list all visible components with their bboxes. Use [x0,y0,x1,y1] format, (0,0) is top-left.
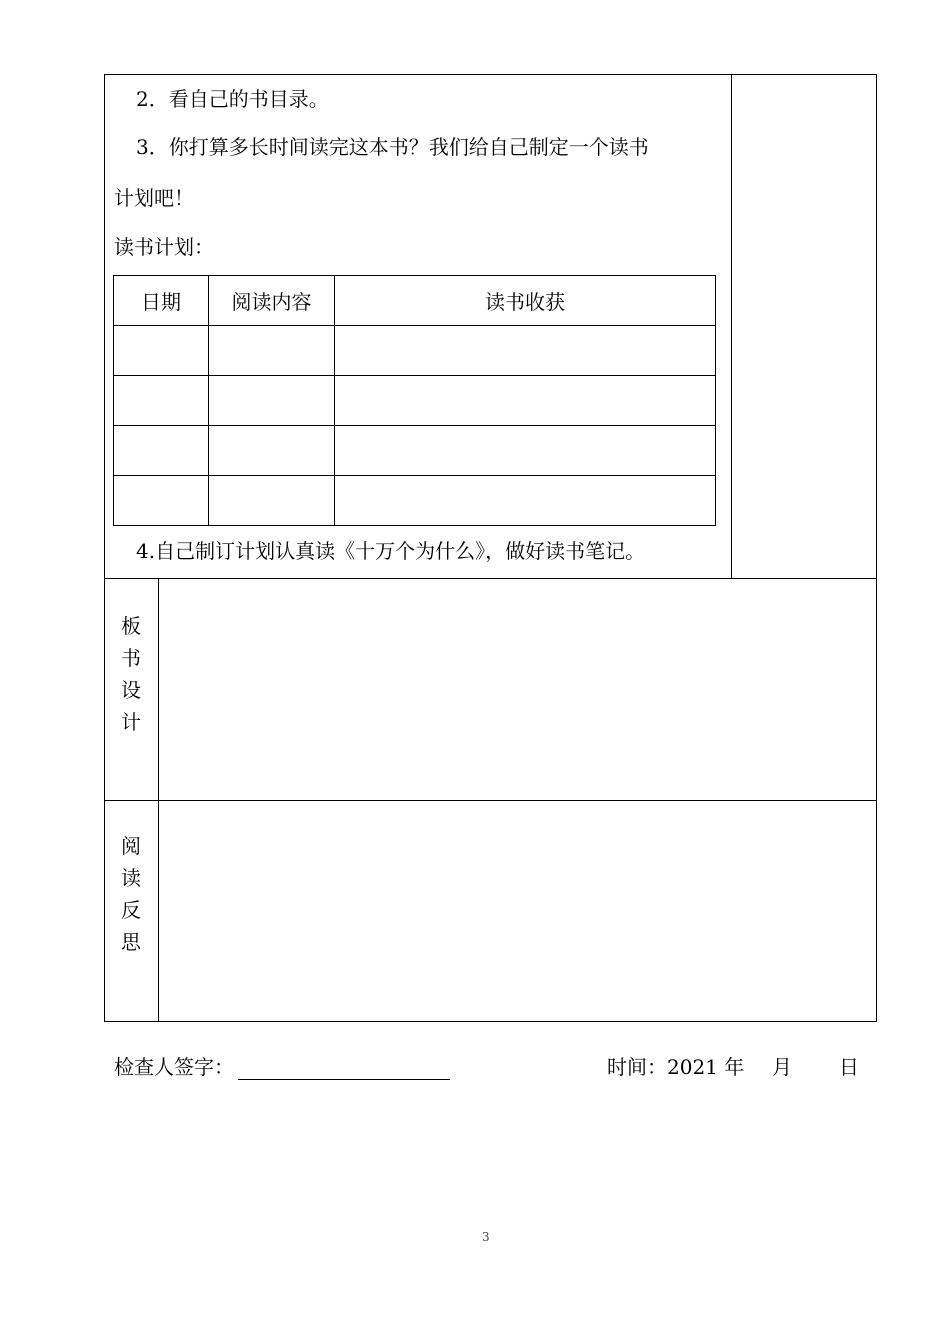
header-date: 日期 [114,276,209,326]
table-cell[interactable] [114,326,209,376]
table-cell[interactable] [114,426,209,476]
table-row [114,376,716,426]
month-label: 月 [772,1055,792,1079]
table-cell[interactable] [209,376,335,426]
checker-signature-label: 检查人签字： [114,1055,234,1079]
board-design-char: 计 [121,710,141,734]
frame-right-border [876,74,877,1021]
table-cell[interactable] [114,376,209,426]
day-label: 日 [839,1055,859,1079]
frame-top-border [104,74,877,75]
board-design-area[interactable] [160,580,875,799]
reading-plan-table [113,275,716,526]
section-separator-2 [104,800,877,801]
table-cell[interactable] [335,426,716,476]
signature-line[interactable] [238,1079,450,1080]
frame-bottom-border [104,1021,877,1022]
board-design-char: 书 [121,646,141,670]
plan-label: 读书计划： [114,235,214,259]
table-row [114,426,716,476]
step-2-text: 2．看自己的书目录。 [136,87,329,111]
reading-reflection-area[interactable] [160,802,875,1020]
table-row [114,476,716,526]
table-header-row [114,276,716,326]
reading-reflection-char: 反 [121,898,141,922]
table-cell[interactable] [335,376,716,426]
section-separator-1 [104,578,877,579]
reading-reflection-char: 思 [121,930,141,954]
table-cell[interactable] [114,476,209,526]
time-label: 时间：2021 年 [607,1055,745,1079]
table-cell[interactable] [335,476,716,526]
table-cell[interactable] [209,426,335,476]
table-row [114,326,716,376]
board-design-char: 设 [121,678,141,702]
table-cell[interactable] [209,476,335,526]
frame-left-border [104,74,105,1021]
board-design-label [119,610,143,738]
header-reading-content: 阅读内容 [209,276,335,326]
top-section-right-divider [731,74,732,578]
reading-reflection-char: 阅 [121,834,141,858]
header-reading-gains: 读书收获 [335,276,716,326]
page-number: 3 [482,1230,490,1244]
reading-reflection-char: 读 [121,866,141,890]
step-3-text-line1: 3．你打算多长时间读完这本书？我们给自己制定一个读书 [136,135,649,159]
step-3-text-line2: 计划吧！ [114,186,194,210]
board-design-char: 板 [121,614,141,638]
table-cell[interactable] [209,326,335,376]
table-cell[interactable] [335,326,716,376]
label-column-divider [158,578,159,1021]
step-4-text: 4.自己制订计划认真读《十万个为什么》，做好读书笔记。 [136,539,646,563]
reading-reflection-label [119,830,143,958]
